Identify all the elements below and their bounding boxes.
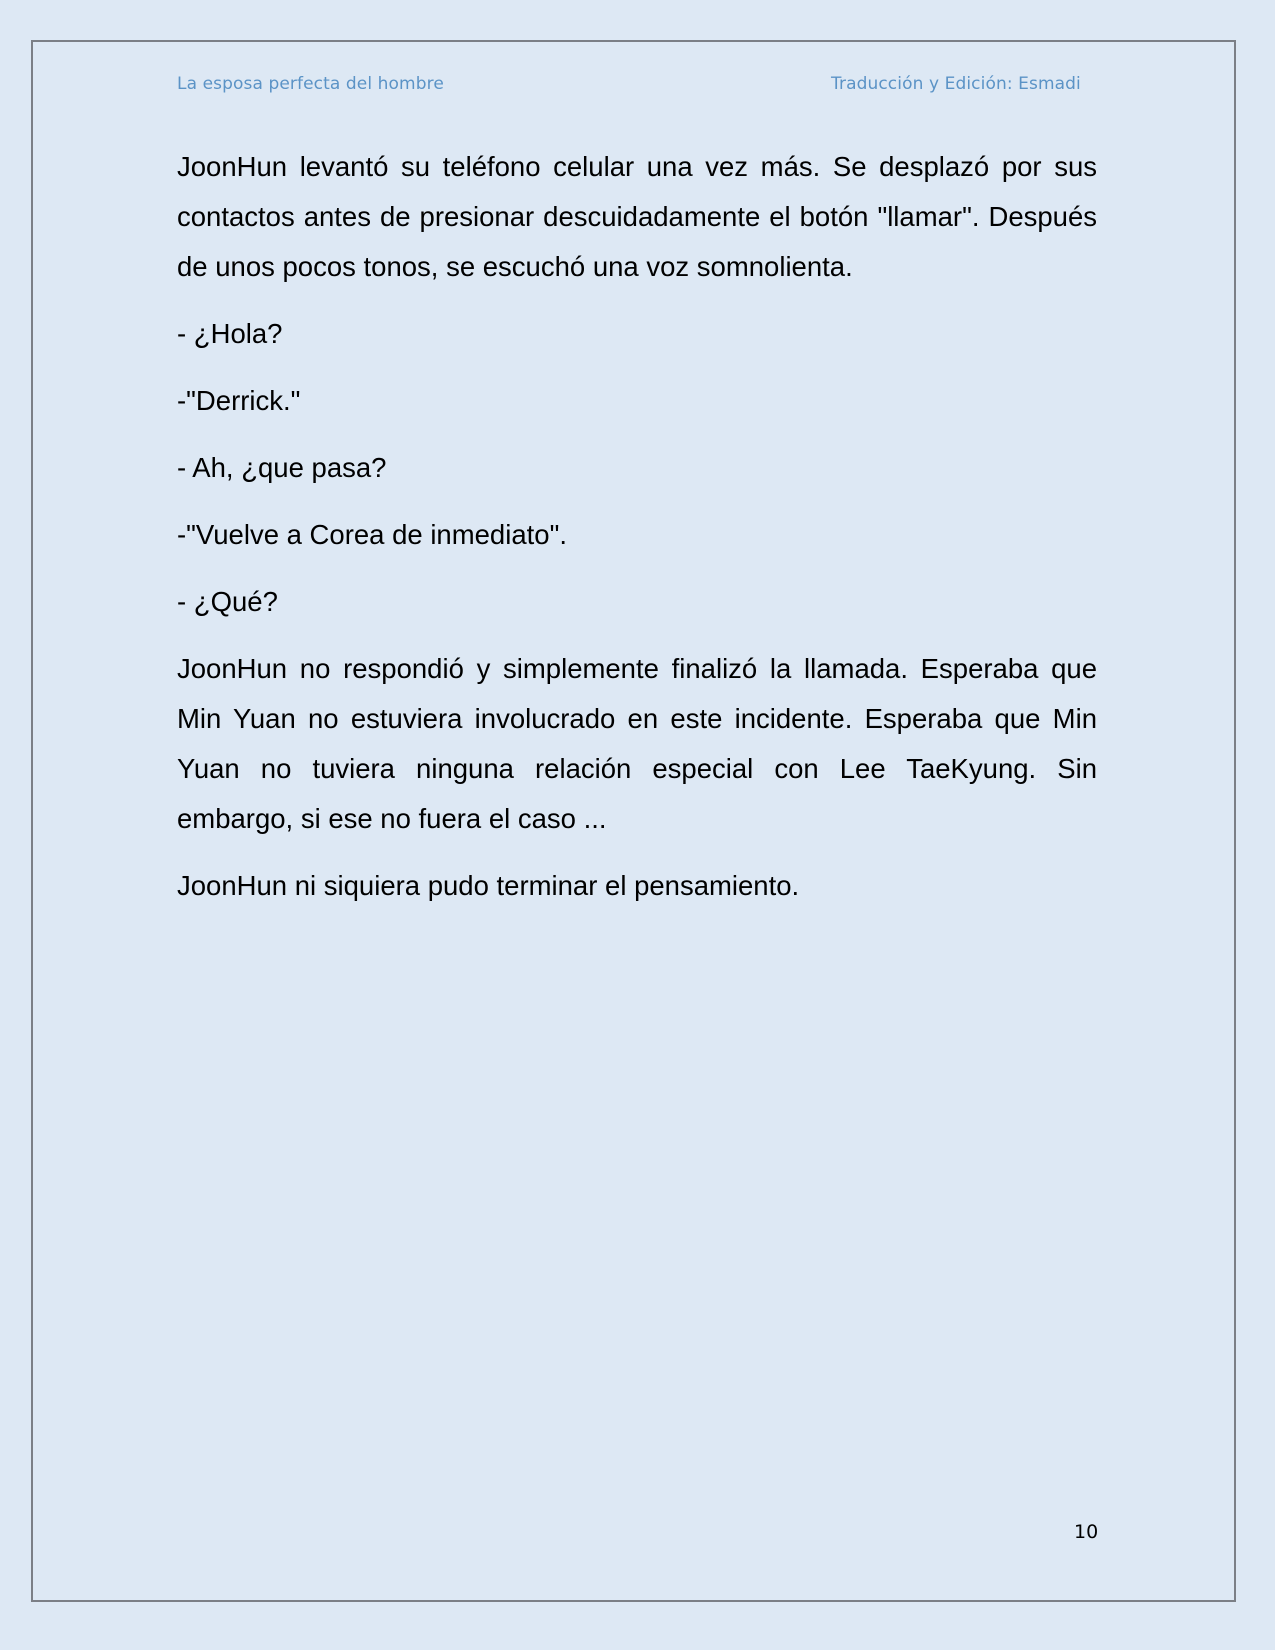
dialogue-vuelve-a-corea: -"Vuelve a Corea de inmediato". [177,519,567,550]
page-body [177,142,1097,928]
paragraph-unfinished-thought: JoonHun ni siquiera pudo terminar el pensamiento. [177,870,800,901]
dialogue-que: - ¿Qué? [177,586,278,617]
page-number: 10 [1074,1521,1099,1543]
dialogue-que-pasa: - Ah, ¿que pasa? [177,452,387,483]
dialogue-derrick: -"Derrick." [177,385,301,416]
paragraph-phone-call: JoonHun levantó su teléfono celular una vez más. Se desplazó por sus contactos antes de presionar descuidadamente el botón "llamar". Después de unos pocos tonos, se escuchó una voz somnolienta. [177,151,1097,282]
paragraph-joonhun-hopes: JoonHun no respondió y simplemente finalizó la llamada. Esperaba que Min Yuan no estuviera involucrado en este incidente. Esperaba que Min Yuan no tuviera ninguna relación especial con Lee TaeKyung. Sin embargo, si ese no fuera el caso ... [177,653,1097,834]
dialogue-hola: - ¿Hola? [177,318,283,349]
header-translator-credit: Traducción y Edición: Esmadi [831,74,1081,94]
header-book-title: La esposa perfecta del hombre [177,74,444,94]
